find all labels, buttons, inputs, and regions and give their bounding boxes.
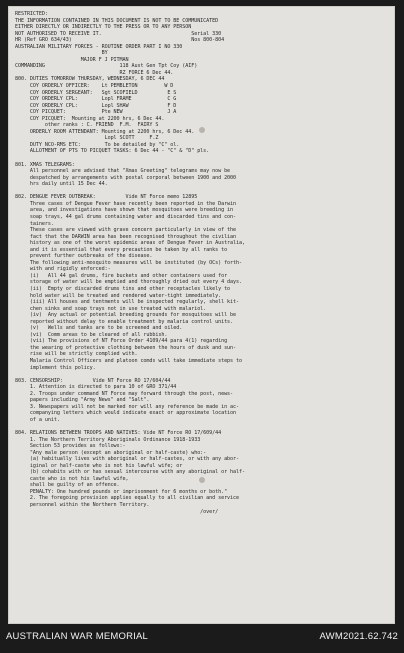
text-line: Section 53 provides as follows:- [15,443,126,450]
text-line: (a) habitually lives with aboriginal or half-castes, or with any abor- [15,456,240,463]
text-line: Three cases of Dengue Fever have recently been reported in the Darwin [15,200,237,207]
text-line: despatched by arrangements with postal corporal between 1900 and 2000 [15,174,237,181]
text-line: RESTRICTED: [15,11,48,17]
text-line: history as one of the worst epidemic areas of Dengue Fever in Australia, [15,240,245,247]
text-line: 2. The foregoing provision applies equally to all civilian and service [15,495,240,502]
text-line: rise will be strictly complied with. [15,351,138,358]
text-line: NOT AUTHORISED TO RECEIVE IT. Serial 330 [15,30,222,37]
text-line: (i) All 44 gal drums, fire buckets and other containers used for [15,272,228,279]
text-line: (ii) Empty or discarded drums tins and other receptacles likely to [15,285,231,292]
text-line: The following anti-mosquito measures will be instituted (by OCs) forth- [15,259,242,266]
text-line: 800. DUTIES TOMORROW THURSDAY, WEDNESDAY, 6 DEC 44 [15,76,165,83]
text-line: with and rigidly enforced:- [15,266,111,273]
text-line: 803. CENSORSHIP: Vide NT Force RO 17/604/44 [15,377,171,384]
text-line: chen sinks and soap trays not in use treated with malariol. [15,305,207,312]
archive-footer [0,627,404,649]
archive-name: AUSTRALIAN WAR MEMORIAL [6,631,149,642]
text-line: of a unit. [15,416,60,423]
text-line: the wearing of protective clothing between the hours of dusk and sun- [15,344,237,351]
text-line: 802. DENGUE FEVER OUTBREAK: Vide NT Force memo 12895 [15,194,198,201]
text-line: (vi) Comm areas to be cleared of all rubbish. [15,331,168,338]
text-line: fact that the DARWIN area has been recognised throughout the civilian [15,233,237,240]
text-line: storage of water will be emptied and thoroughly dried out every 4 days. [15,279,242,286]
text-line: ORDERLY ROOM ATTENDANT: Mounting at 2200 hrs, 6 Dec 44. [15,128,195,135]
text-line: 801. XMAS TELEGRAMS: [15,161,75,168]
text-line: "Any male person (except an aboriginal or half-caste) who:- [15,449,207,456]
text-line: personnel within the Northern Territory. [15,502,150,509]
text-line: MAJOR F J PITMAN [15,56,129,63]
text-line: RZ FORCE 6 Dec 44. [15,69,174,76]
text-line: 1. The Northern Territory Aboriginals Ordinance 1918-1933 [15,436,201,443]
text-line: COY PICQUET: Mounting at 2200 hrs, 6 Dec 44. [15,115,165,122]
text-line: and it is essential that every precaution be taken by all ranks to [15,246,228,253]
text-line: COY ORDERLY SERGEANT: Sgt SCOFIELD E S [15,89,177,96]
text-line: Lopl SCOTT F.Z [15,135,159,142]
text-line: COY ORDERLY OFFICER: Lt PEMBLETON W D [15,83,174,90]
text-line: AUSTRALIAN MILITARY FORCES - ROUTINE ORDER PART I NO 330 [15,43,183,50]
text-line: COY ORDERLY CPL: Lopl SHAW F D [15,102,177,109]
text-line: DUTY NCO-RMS ETC: To be detailed by "C" ol. [15,141,180,148]
text-line: implement this policy. [15,364,96,371]
text-line: COMMANDING 118 Aust Gen Tpt Coy (AIF) [15,63,198,70]
text-line: prevent further outbreaks of the disease. [15,253,153,260]
text-line: All personnel are advised that "Xmas Greeting" telegrams may now be [15,168,231,175]
text-line: ALLOTMENT OF PTS TO PICQUET TASKS: 6 Dec 44 - "C" & "D" pls. [15,148,210,155]
text-line: These cases are viewed with grave concern particularly in view of the [15,227,237,234]
text-line: PENALTY: One hundred pounds or imprisonment for 6 months or both." [15,488,228,495]
text-line: (iv) Any actual or potential breeding grounds for mosquitoes will be [15,312,237,319]
text-line: (b) cohabits with or has sexual intercourse with any aboriginal or half- [15,469,245,476]
text-line: reported without delay to enable treatment by malaria control units. [15,318,234,325]
archive-reference: AWM2021.62.742 [319,631,398,642]
document-body [15,11,387,515]
text-line: soap trays, 44 gal drums containing water and discarded tins and con- [15,213,237,220]
text-line: (iii) All houses and tentments will be inspected regularly, shell kit- [15,299,240,306]
text-line: (vii) The provisions of NT Force Order 4109/44 para 4(1) regarding [15,338,228,345]
text-line: hold water will be treated and rendered water-tight immediately. [15,292,222,299]
text-line: 3. Newspapers will not be marked nor will any reference be made in ac- [15,403,240,410]
document-page [8,6,395,624]
text-line: iginal or half-caste who is not his lawful wife; or [15,462,183,469]
text-line: /over/ [15,508,219,515]
text-line: COY ORDERLY CPL: Lopl FRAME C G [15,96,177,103]
text-line: HR (Ref GRO 634/43) Nos 800-804 [15,37,225,44]
text-line: (v) Wells and tanks are to be screened and oiled. [15,325,183,332]
text-line: tainers. [15,220,54,227]
text-line: COY PICQUET: Pte NEW J A [15,109,177,116]
text-line: shall be guilty of an offence. [15,482,120,489]
text-line: EITHER DIRECTLY OR INDIRECTLY TO THE PRESS OR TO ANY PERSON [15,24,192,31]
text-line: caste who is not his lawful wife, [15,475,129,482]
text-line: companying letters which would indicate exact or approximate location [15,410,237,417]
text-line: 804. RELATIONS BETWEEN TROOPS AND NATIVES: Vide NT Force RO 17/609/44 [15,430,222,436]
text-line: Malaria Control Officers and platoon comds will take immediate steps to [15,357,242,364]
text-line: papers including "Army News" and "Salt". [15,397,150,404]
text-line: other ranks : C. FRIEND F.M. FAIRY S [15,122,159,129]
text-line: hrs daily until 15 Dec 44. [15,181,108,188]
text-line: THE INFORMATION CONTAINED IN THIS DOCUMENT IS NOT TO BE COMMUNICATED [15,17,219,24]
text-line: 1. Attention is directed to para 10 of GRO 371/44 [15,384,177,391]
text-line: BY [15,50,108,57]
text-line: 2. Troops under command NT Force may forward through the post, news- [15,390,234,397]
text-line: area, and investigations have shown that mosquitoes were breeding in [15,207,234,214]
